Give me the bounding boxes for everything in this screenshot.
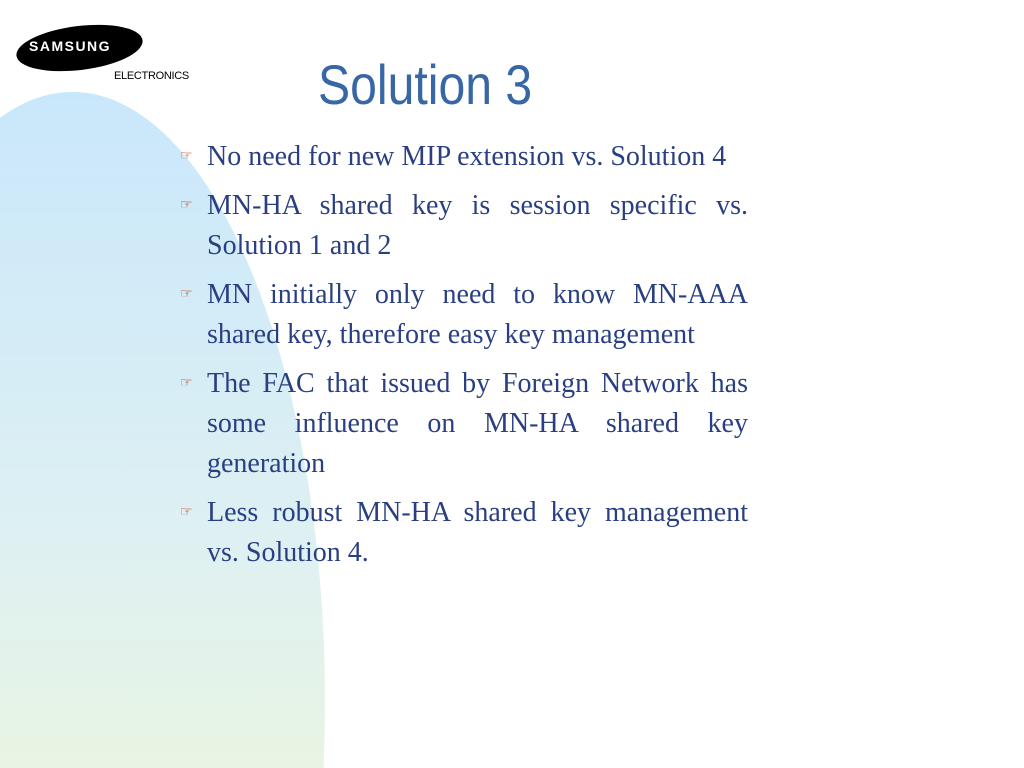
bullet-list [180,137,748,582]
bullet-text: Less robust MN-HA shared key management vs. Solution 4. [207,497,748,568]
pointing-hand-icon: ☞ [180,505,193,520]
bullet-item [180,137,748,177]
bullet-text: The FAC that issued by Foreign Network has some influence on MN-HA shared key generation [207,368,748,479]
bullet-item [180,493,748,573]
bullet-item [180,186,748,266]
samsung-logo [16,26,196,86]
pointing-hand-icon: ☞ [180,376,193,391]
pointing-hand-icon: ☞ [180,198,193,213]
pointing-hand-icon: ☞ [180,149,193,164]
bullet-text: MN initially only need to know MN-AAA shared key, therefore easy key management [207,279,748,350]
bullet-item [180,364,748,484]
logo-wordmark: SAMSUNG [29,38,112,54]
pointing-hand-icon: ☞ [180,287,193,302]
slide-title: Solution 3 [318,53,533,116]
bullet-item [180,275,748,355]
bullet-text: MN-HA shared key is session specific vs. Solution 1 and 2 [207,190,748,261]
logo-division: ELECTRONICS [114,70,189,82]
bullet-text: No need for new MIP extension vs. Solution 4 [207,141,727,172]
